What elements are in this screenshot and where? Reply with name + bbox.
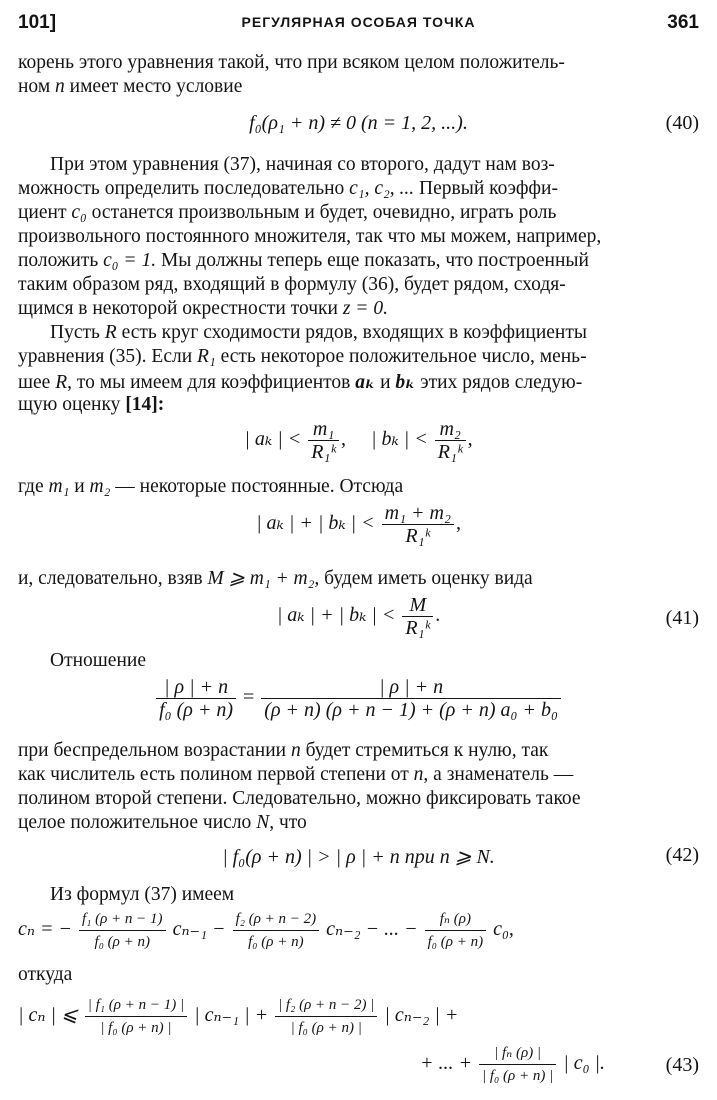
- running-title: РЕГУЛЯРНАЯ ОСОБАЯ ТОЧКА: [241, 14, 476, 30]
- equation-number: (41): [665, 607, 699, 629]
- equation-40: f₀(ρ₁ + n) ≠ 0 (n = 1, 2, ...).: [249, 112, 468, 134]
- section-number: 101]: [18, 12, 57, 33]
- equation-number: (40): [665, 112, 699, 134]
- text-line: корень этого уравнения такой, что при всяком целом положитель-: [18, 52, 565, 73]
- fraction: $\frac{\text{| f₁ (ρ + n − 1) |}}{\text{| f₀ (ρ + n) |}}$: [85, 994, 187, 1039]
- text-line: при беспредельном возрастании n будет стремиться к нулю, так: [18, 740, 549, 761]
- text-line: циент c₀ останется произвольным и будет, очевидно, играть роль: [18, 202, 557, 223]
- fraction: $\frac{\text{f₂ (ρ + n − 2)}}{\text{f₀ (ρ + n)}}$: [233, 908, 320, 953]
- cn-recursion: cₙ = − $\frac{\text{f₁ (ρ + n − 1)}}{\text{f₀ (ρ + n)}}$ cₙ₋₁ − $\frac{\text{f₂ (ρ + n − 2)}}{\text{f₀ (ρ + n)}}$ cₙ₋₂ − ... − $\frac{\text{fₙ (ρ)}}{\text{f₀ (ρ + n)}}$ c₀,: [18, 908, 514, 953]
- cn-bound-line-2: + ... + $\frac{\text{| fₙ (ρ) |}}{\text{| f₀ (ρ + n) |}}$ | c₀ |.: [420, 1042, 605, 1087]
- text-line: откуда: [18, 964, 73, 985]
- text-line: Пусть R есть круг сходимости рядов, входящих в коэффициенты: [50, 322, 587, 343]
- fraction: $\frac{\text{f₁ (ρ + n − 1)}}{\text{f₀ (ρ + n)}}$: [79, 908, 166, 953]
- text-line: где m₁ и m₂ — некоторые постоянные. Отсюда: [18, 476, 404, 497]
- fraction: $\frac{\text{| f₂ (ρ + n − 2) |}}{\text{| f₀ (ρ + n) |}}$: [275, 994, 377, 1039]
- text-line: уравнения (35). Если R₁ есть некоторое положительное число, мень-: [18, 346, 587, 367]
- text-line: щую оценку [14]:: [18, 394, 165, 415]
- equation-number: (43): [665, 1054, 699, 1076]
- text-line: как числитель есть полином первой степени от n, а знаменатель —: [18, 764, 574, 785]
- text-line: положить c₀ = 1. Мы должны теперь еще показать, что построенный: [18, 250, 589, 271]
- fraction: $\frac{\text{| fₙ (ρ) |}}{\text{| f₀ (ρ + n) |}}$: [479, 1042, 556, 1087]
- fraction: $\frac{\text{m₁}}{\text{R₁ᵏ}}$: [308, 418, 339, 463]
- text-line: целое положительное число N, что: [18, 812, 307, 833]
- page-header: [18, 12, 699, 36]
- equation-42: | f₀(ρ + n) | > | ρ | + n при n ⩾ N.: [222, 846, 495, 868]
- fraction: $\frac{| \rho | + n}{\text{f₀ (ρ + n)}}$: [156, 676, 236, 721]
- page-number: 361: [667, 12, 699, 33]
- text-line: ном n имеет место условие: [18, 76, 243, 97]
- text-line: При этом уравнения (37), начиная со второго, дадут нам воз-: [50, 154, 555, 175]
- fraction: $\frac{M}{\text{R₁ᵏ}}$: [402, 594, 433, 639]
- coefficient-bounds: | aₖ | < $\frac{\text{m₁}}{\text{R₁ᵏ}}$ , | bₖ | < $\frac{\text{m₂}}{\text{R₁ᵏ}}$ ,: [244, 418, 473, 463]
- fraction: $\frac{\text{m₁ + m₂}}{\text{R₁ᵏ}}$: [382, 502, 454, 547]
- text-line: шее R, то мы имеем для коэффициентов aₖ и bₖ этих рядов следую-: [18, 372, 583, 393]
- fraction: $\frac{\text{fₙ (ρ)}}{\text{f₀ (ρ + n)}}$: [425, 908, 486, 953]
- cn-bound-line-1: | cₙ | ⩽ $\frac{\text{| f₁ (ρ + n − 1) |}}{\text{| f₀ (ρ + n) |}}$ | cₙ₋₁ | + $\frac{\text{| f₂ (ρ + n − 2) |}}{\text{| f₀ (ρ + n) |}}$ | cₙ₋₂ | +: [18, 994, 458, 1039]
- sum-bound: | aₖ | + | bₖ | < $\frac{\text{m₁ + m₂}}{\text{R₁ᵏ}}$ ,: [256, 502, 461, 547]
- text-line: произвольного постоянного множителя, так что мы можем, например,: [18, 226, 602, 247]
- text-line: таким образом ряд, входящий в формулу (36), будет рядом, сходя-: [18, 274, 566, 295]
- equation-41: | aₖ | + | bₖ | < $\frac{M}{\text{R₁ᵏ}}$ .: [276, 594, 441, 639]
- text-line: можность определить последовательно c₁, c₂, ... Первый коэффи-: [18, 178, 558, 199]
- text-line: Отношение: [50, 650, 146, 671]
- equation-number: (42): [665, 844, 699, 866]
- text-line: щимся в некоторой окрестности точки z = 0.: [18, 298, 388, 319]
- fraction: $\frac{\text{m₂}}{\text{R₁ᵏ}}$: [435, 418, 466, 463]
- text-line: полином второй степени. Следовательно, можно фиксировать такое: [18, 788, 581, 809]
- fraction: $\frac{| \rho | + n}{\text{(ρ + n) (ρ + n − 1) + (ρ + n) a₀ + b₀}}$: [261, 676, 561, 721]
- ratio-equation: $\frac{| \rho | + n}{\text{f₀ (ρ + n)}}$ = $\frac{| \rho | + n}{\text{(ρ + n) (ρ + n − 1) + (ρ + n) a₀ + b₀}}$: [0, 676, 717, 721]
- text-line: и, следовательно, взяв M ⩾ m₁ + m₂, будем иметь оценку вида: [18, 568, 533, 589]
- text-line: Из формул (37) имеем: [50, 884, 235, 905]
